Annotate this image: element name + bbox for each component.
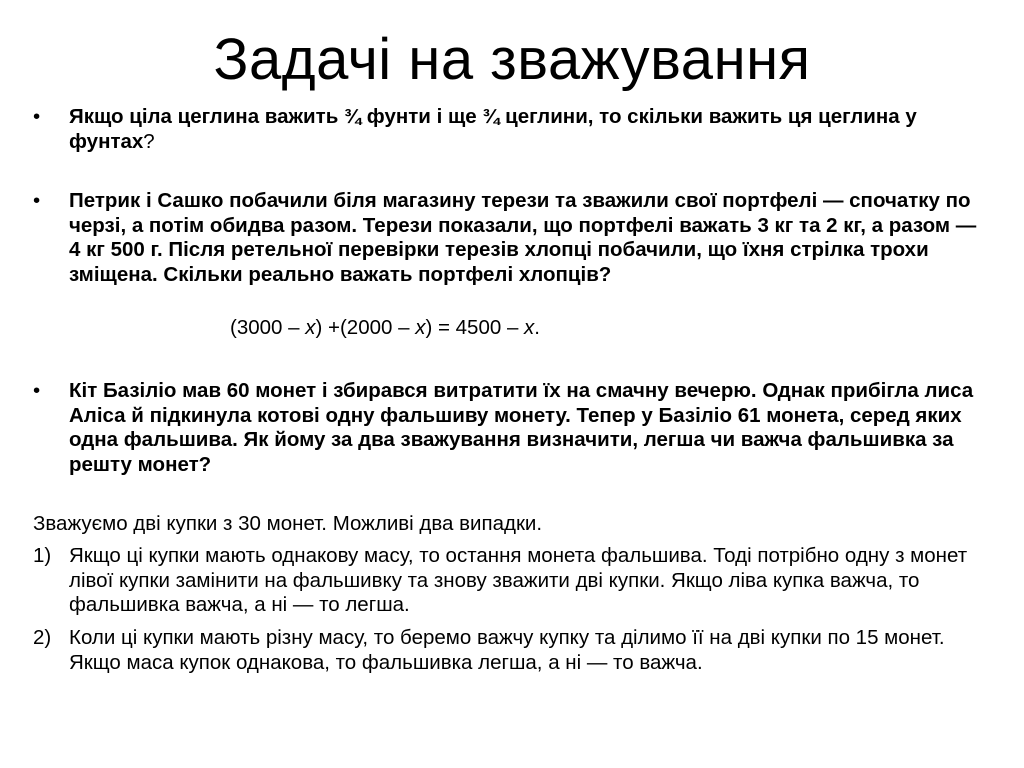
bullet-icon: • <box>33 379 41 402</box>
equation-variable: x <box>305 316 316 339</box>
case-number: 2) <box>33 626 52 649</box>
equation-part: . <box>534 316 540 339</box>
case-text: Якщо ці купки мають однакову масу, то остання монета фальшива. Тоді потрібно одну з монет лівої купки замінити на фальшивку та знову зважити дві купки. Якщо ліва купка важча, то фальшивка важча, а ні — то легша. <box>69 544 968 616</box>
weight-equation <box>230 316 540 341</box>
case-text: Коли ці купки мають різну масу, то беремо важчу купку та ділимо її на дві купки по 15 монет. Якщо маса купок однакова, то фальшивка легша, а ні — то важча. <box>69 626 945 674</box>
problem-1-text <box>69 105 989 154</box>
bullet-icon: • <box>33 105 41 128</box>
equation-part: ) +(2000 – <box>315 316 416 339</box>
bullet-icon: • <box>33 189 41 212</box>
problem-2-text: Петрик і Сашко побачили біля магазину терези та зважили свої портфелі — спочатку по черзі, а потім обидва разом. Терези показали, що портфелі важать 3 кг та 2 кг, а разом — 4 кг 500 г. Після ретельної перевірки терезів хлопці побачили, що їхня стрілка трохи зміщена. Скільки реально важать портфелі хлопців? <box>69 189 977 286</box>
solution-intro: Зважуємо дві купки з 30 монет. Можливі два випадки. <box>33 512 543 535</box>
equation-variable: x <box>415 316 426 339</box>
problem-1-question: Якщо ціла цеглина важить ¾ фунти і ще ¾ цеглини, то скільки важить ця цеглина у фунтах <box>69 105 917 153</box>
equation-part: ) = 4500 – <box>425 316 525 339</box>
equation-variable: x <box>524 316 535 339</box>
problem-1-question-mark: ? <box>143 129 155 153</box>
slide-title: Задачі на зважування <box>213 27 811 92</box>
problem-3-text: Кіт Базіліо мав 60 монет і збирався витратити їх на смачну вечерю. Однак прибігла лиса Аліса й підкинула котові одну фальшиву монету. Тепер у Базіліо 61 монета, серед яких одна фальшива. Як йому за два зважування визначити, легша чи важча фальшивка за решту монет? <box>69 379 974 476</box>
case-number: 1) <box>33 544 52 567</box>
equation-part: (3000 – <box>230 316 306 339</box>
